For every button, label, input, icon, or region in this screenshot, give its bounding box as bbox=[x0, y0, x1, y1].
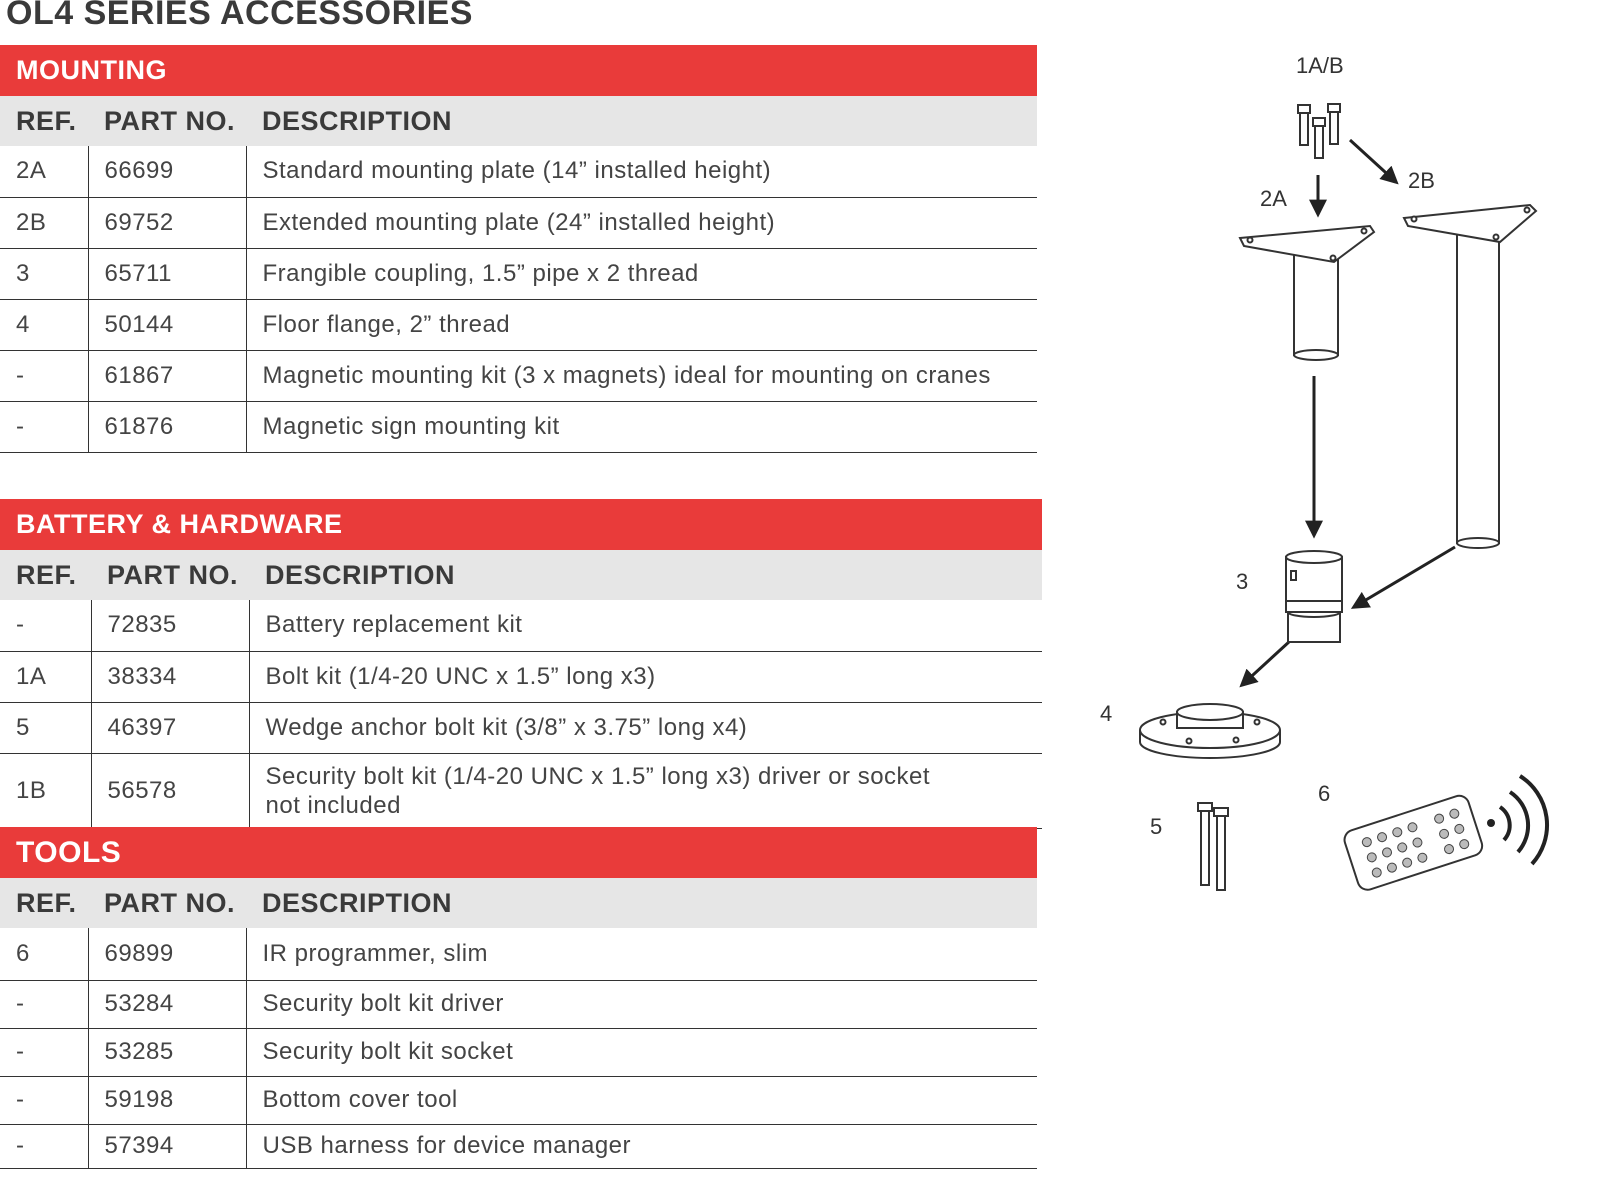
description-cell: Wedge anchor bolt kit (3/8” x 3.75” long x4) bbox=[249, 702, 1042, 753]
section-heading: TOOLS bbox=[0, 827, 1037, 878]
part-cell: 66699 bbox=[88, 146, 246, 197]
floor-flange-icon bbox=[1140, 704, 1280, 758]
table-row bbox=[0, 651, 1042, 702]
table-row bbox=[0, 197, 1037, 248]
extended-mounting-plate-icon bbox=[1404, 205, 1536, 548]
frangible-coupling-icon bbox=[1286, 551, 1342, 642]
table-header-row bbox=[0, 878, 1037, 928]
description-cell: Standard mounting plate (14” installed height) bbox=[246, 146, 1037, 197]
part-cell: 69899 bbox=[88, 928, 246, 980]
description-header: DESCRIPTION bbox=[246, 96, 1037, 146]
ref-cell: - bbox=[0, 600, 91, 651]
part-cell: 50144 bbox=[88, 299, 246, 350]
ref-header: REF. bbox=[0, 550, 91, 600]
part-cell: 46397 bbox=[91, 702, 249, 753]
description-cell: Bolt kit (1/4-20 UNC x 1.5” long x3) bbox=[249, 651, 1042, 702]
part-cell: 61867 bbox=[88, 350, 246, 401]
description-cell: Floor flange, 2” thread bbox=[246, 299, 1037, 350]
mounting-section bbox=[0, 45, 1037, 453]
part-header: PART NO. bbox=[91, 550, 249, 600]
part-cell: 65711 bbox=[88, 248, 246, 299]
table-row bbox=[0, 299, 1037, 350]
table-row bbox=[0, 350, 1037, 401]
description-cell: Security bolt kit (1/4-20 UNC x 1.5” long x3) driver or socket not included bbox=[249, 753, 1042, 828]
table-row bbox=[0, 702, 1042, 753]
ref-header: REF. bbox=[0, 878, 88, 928]
part-cell: 38334 bbox=[91, 651, 249, 702]
ref-cell: - bbox=[0, 1124, 88, 1168]
label-4: 4 bbox=[1100, 701, 1113, 726]
description-cell: USB harness for device manager bbox=[246, 1124, 1037, 1168]
table-row bbox=[0, 248, 1037, 299]
ref-cell: 3 bbox=[0, 248, 88, 299]
label-5: 5 bbox=[1150, 814, 1163, 839]
part-cell: 61876 bbox=[88, 401, 246, 452]
ref-header: REF. bbox=[0, 96, 88, 146]
table-row bbox=[0, 980, 1037, 1028]
ir-programmer-icon bbox=[1342, 776, 1547, 892]
table-row bbox=[0, 146, 1037, 197]
description-cell: Frangible coupling, 1.5” pipe x 2 thread bbox=[246, 248, 1037, 299]
ref-cell: - bbox=[0, 1028, 88, 1076]
part-cell: 53285 bbox=[88, 1028, 246, 1076]
ref-cell: - bbox=[0, 980, 88, 1028]
table-row bbox=[0, 1076, 1037, 1124]
battery-hardware-section bbox=[0, 499, 1042, 829]
description-header: DESCRIPTION bbox=[249, 550, 1042, 600]
description-cell: Bottom cover tool bbox=[246, 1076, 1037, 1124]
description-cell: Battery replacement kit bbox=[249, 600, 1042, 651]
part-cell: 56578 bbox=[91, 753, 249, 828]
part-cell: 57394 bbox=[88, 1124, 246, 1168]
description-cell: Extended mounting plate (24” installed height) bbox=[246, 197, 1037, 248]
description-cell: IR programmer, slim bbox=[246, 928, 1037, 980]
arrow-3-to-4 bbox=[1242, 641, 1290, 685]
part-cell: 69752 bbox=[88, 197, 246, 248]
table-header-row bbox=[0, 96, 1037, 146]
ref-cell: 2A bbox=[0, 146, 88, 197]
table-row bbox=[0, 928, 1037, 980]
ref-cell: - bbox=[0, 1076, 88, 1124]
table-row bbox=[0, 401, 1037, 452]
label-3: 3 bbox=[1236, 569, 1249, 594]
table-row bbox=[0, 600, 1042, 651]
table-row bbox=[0, 753, 1042, 828]
bolt-kit-icon bbox=[1298, 104, 1340, 158]
table-row bbox=[0, 1028, 1037, 1076]
description-cell: Magnetic mounting kit (3 x magnets) ideal for mounting on cranes bbox=[246, 350, 1037, 401]
table-row bbox=[0, 1124, 1037, 1168]
arrow-2b-to-3 bbox=[1354, 547, 1455, 607]
ref-cell: - bbox=[0, 401, 88, 452]
part-cell: 53284 bbox=[88, 980, 246, 1028]
ref-cell: 2B bbox=[0, 197, 88, 248]
label-2a: 2A bbox=[1260, 186, 1287, 211]
description-cell: Security bolt kit socket bbox=[246, 1028, 1037, 1076]
page-title: OL4 SERIES ACCESSORIES bbox=[6, 0, 473, 32]
label-1ab: 1A/B bbox=[1296, 53, 1344, 78]
battery-hardware-table bbox=[0, 550, 1042, 829]
assembly-diagram bbox=[1080, 40, 1580, 920]
section-heading: MOUNTING bbox=[0, 45, 1037, 96]
part-header: PART NO. bbox=[88, 96, 246, 146]
ref-cell: 1A bbox=[0, 651, 91, 702]
mounting-table bbox=[0, 96, 1037, 453]
table-header-row bbox=[0, 550, 1042, 600]
standard-mounting-plate-icon bbox=[1240, 226, 1374, 360]
description-cell: Magnetic sign mounting kit bbox=[246, 401, 1037, 452]
ref-cell: 4 bbox=[0, 299, 88, 350]
description-header: DESCRIPTION bbox=[246, 878, 1037, 928]
label-2b: 2B bbox=[1408, 168, 1435, 193]
arrow-to-2b bbox=[1350, 140, 1396, 182]
part-header: PART NO. bbox=[88, 878, 246, 928]
tools-table bbox=[0, 878, 1037, 1169]
section-heading: BATTERY & HARDWARE bbox=[0, 499, 1042, 550]
ref-cell: 1B bbox=[0, 753, 91, 828]
label-6: 6 bbox=[1318, 781, 1331, 806]
description-cell: Security bolt kit driver bbox=[246, 980, 1037, 1028]
wedge-anchor-bolt-icon bbox=[1198, 803, 1228, 890]
ref-cell: 6 bbox=[0, 928, 88, 980]
ref-cell: 5 bbox=[0, 702, 91, 753]
part-cell: 59198 bbox=[88, 1076, 246, 1124]
tools-section bbox=[0, 827, 1037, 1169]
ref-cell: - bbox=[0, 350, 88, 401]
part-cell: 72835 bbox=[91, 600, 249, 651]
